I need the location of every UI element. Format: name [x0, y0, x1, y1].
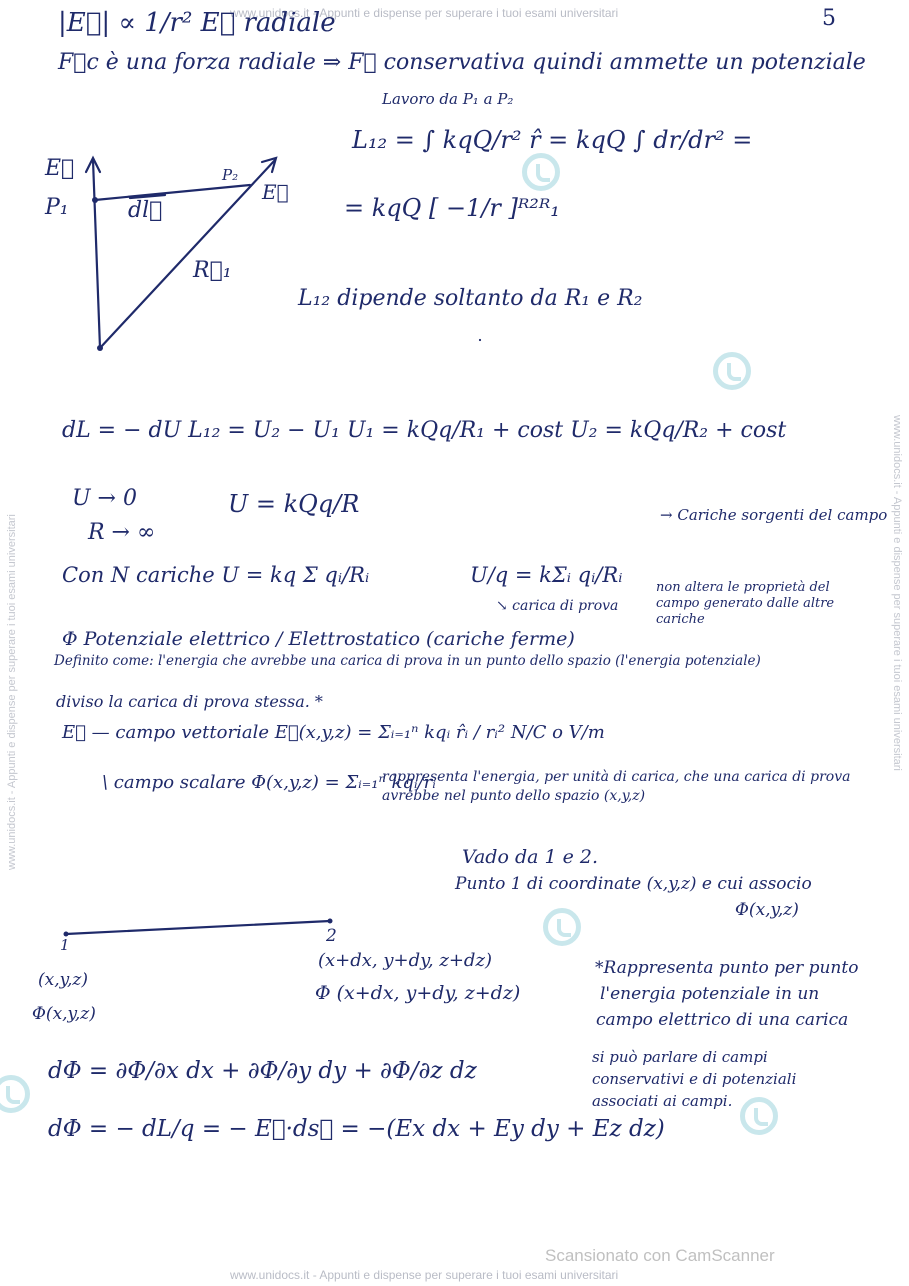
work-result: = kqQ [ −1/r ]ᴿ²ᴿ₁ — [344, 194, 560, 222]
definition-line-1: Definito come: l'energia che avrebbe una carica di prova in un punto dello spazio (l'energia potenziale) — [54, 653, 761, 669]
point-2-potential: Φ (x+dx, y+dy, z+dz) — [315, 982, 521, 1004]
point-1-potential: Φ(x,y,z) — [32, 1004, 96, 1024]
vector-field-line: E⃗ — campo vettoriale E⃗(x,y,z) = Σᵢ₌₁ⁿ kqᵢ r̂ᵢ / rᵢ² N/C o V/m — [62, 722, 605, 743]
diagram-label-dl: dl⃗ — [128, 198, 163, 223]
point-1-coords: (x,y,z) — [38, 970, 88, 990]
watermark-side-right: www.unidocs.it - Appunti e dispense per superare i tuoi esami universitari — [891, 415, 903, 771]
differential-line-1: dΦ = ∂Φ/∂x dx + ∂Φ/∂y dy + ∂Φ/∂z dz — [48, 1058, 477, 1084]
limit-u: U → 0 — [72, 486, 137, 511]
note-dependence: L₁₂ dipende soltanto da R₁ e R₂ — [298, 286, 643, 311]
u-over-q: U/q = kΣᵢ qᵢ/Rᵢ — [470, 563, 623, 587]
scanner-note: Scansionato con CamScanner — [545, 1246, 775, 1265]
vado-line-1: Vado da 1 e 2. — [462, 846, 599, 868]
star-note-1: *Rappresenta punto per punto — [595, 958, 859, 978]
sources-note: → Cariche sorgenti del campo — [660, 506, 888, 524]
diagram-label-p1: P₁ — [45, 195, 69, 220]
conservative-note-3: associati ai campi. — [592, 1092, 733, 1110]
scalar-field-meaning: rappresenta l'energia, per unità di carica, che una carica di prova avrebbe nel punto dello spazio (x,y,z) — [382, 769, 851, 804]
u-formula: U = kQq/R — [228, 490, 360, 518]
watermark-bottom: www.unidocs.it - Appunti e dispense per superare i tuoi esami universitari — [230, 1268, 619, 1282]
potential-title: Φ Potenziale elettrico / Elettrostatico (cariche ferme) — [62, 628, 575, 650]
note-line-1: |E⃗| ∝ 1/r² E⃗ radiale — [58, 8, 336, 38]
scalar-field-line: \ campo scalare Φ(x,y,z) = Σᵢ₌₁ⁿ kqᵢ/rᵢ — [102, 772, 436, 793]
diagram-label-r: R⃗₁ — [193, 258, 232, 283]
lavoro-label: Lavoro da P₁ a P₂ — [382, 90, 514, 108]
vado-line-3: Φ(x,y,z) — [735, 900, 799, 920]
conservative-note-1: si può parlare di campi — [592, 1048, 768, 1066]
note-line-2: F⃗c è una forza radiale ⇒ F⃗ conservativa quindi ammette un potenziale — [58, 50, 866, 75]
differential-line-2: dΦ = − dL/q = − E⃗·ds⃗ = −(Ex dx + Ey dy + Ez dz) — [48, 1116, 665, 1142]
test-charge-note: ↘ carica di prova — [496, 598, 619, 614]
diagram-label-e2: E⃗ — [262, 180, 289, 204]
star-note-2: l'energia potenziale in un — [600, 984, 820, 1004]
vado-line-2: Punto 1 di coordinate (x,y,z) e cui associo — [455, 874, 812, 894]
page-number: 5 — [822, 6, 836, 31]
point-1-label: 1 — [60, 936, 70, 954]
star-note-3: campo elettrico di una carica — [596, 1010, 849, 1030]
definition-line-2: diviso la carica di prova stessa. * — [56, 692, 323, 711]
point-2-coords: (x+dx, y+dy, z+dz) — [318, 950, 492, 971]
watermark-top: www.unidocs.it - Appunti e dispense per superare i tuoi esami universitari — [230, 6, 619, 20]
test-charge-property: non altera le proprietà del campo generato dalle altre cariche — [656, 580, 835, 627]
potential-energy-line: dL = − dU L₁₂ = U₂ − U₁ U₁ = kQq/R₁ + cost U₂ = kQq/R₂ + cost — [62, 418, 787, 443]
watermark-side-left: www.unidocs.it - Appunti e dispense per superare i tuoi esami universitari — [6, 514, 18, 870]
conservative-note-2: conservativi e di potenziali — [592, 1070, 797, 1088]
work-integral: L₁₂ = ∫ kqQ/r² r̂ = kqQ ∫ dr/dr² = — [352, 126, 753, 154]
diagram-label-p2: P₂ — [222, 166, 239, 184]
n-charges-line: Con N cariche U = kq Σ qᵢ/Rᵢ — [62, 563, 370, 587]
point-2-label: 2 — [326, 926, 337, 946]
diagram-label-e: E⃗ — [45, 156, 75, 181]
limit-r: R → ∞ — [88, 520, 156, 545]
